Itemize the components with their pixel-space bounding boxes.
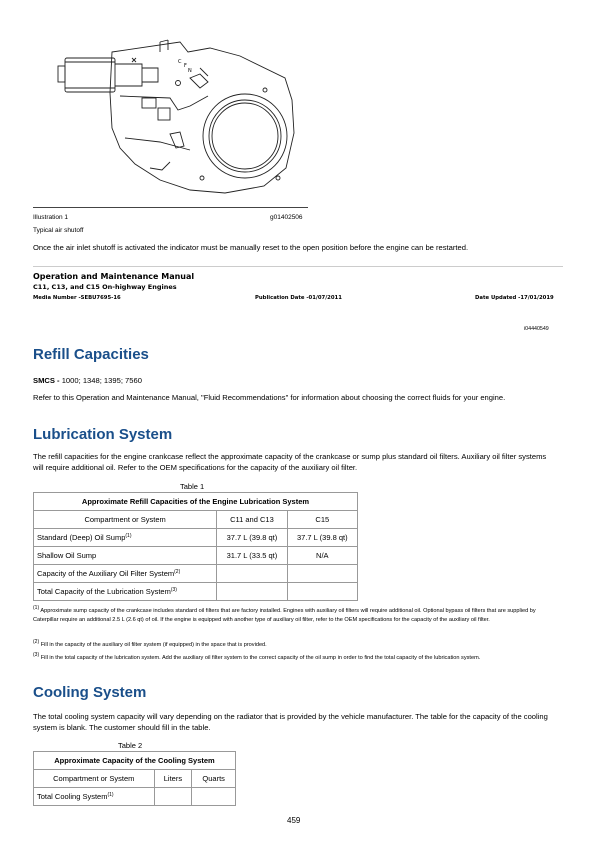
footnote-1 [33,604,553,624]
smcs-label: SMCS - [33,376,62,385]
footnote-text: Approximate sump capacity of the crankcase includes standard oil filters that are factory installed. Engines with auxiliary oil filters will require additional oil. Optional bypass oil filters that are supplied by Caterpillar require an additional 2.5 L (2.6 qt) of oil. If the engine is equipped with another type of auxiliary oil filter, refer to the OEM specifications for the capacity of the auxiliary oil filter. [33,608,536,623]
table1-header-c15: C15 [287,511,357,529]
refill-capacities-heading: Refill Capacities [33,346,149,363]
table2-title: Approximate Capacity of the Cooling System [34,752,236,770]
illustration-rule [33,207,308,208]
table2-header-compartment: Compartment or System [34,770,155,788]
row-c15-value [287,583,357,601]
row-name: Standard (Deep) Oil Sump$^{(1)}$ [34,529,217,547]
document-id: i04440549 [524,326,549,332]
table-row [34,529,358,547]
footnote-mark: (2) [33,639,40,645]
row-c11-value [217,565,287,583]
refill-paragraph: Refer to this Operation and Maintenance Manual, "Fluid Recommendations" for information about choosing the correct fluids for your engine. [33,393,506,402]
smcs-codes: 1000; 1348; 1395; 7560 [61,376,142,385]
row-c11-value: 31.7 L (33.5 qt) [217,547,287,565]
table2-header-liters: Liters [154,770,192,788]
air-shutoff-drawing [50,38,310,198]
intro-paragraph: Once the air inlet shutoff is activated the indicator must be manually reset to the open position before the engine can be restarted. [33,243,469,252]
air-shutoff-illustration [50,38,310,198]
table-row [34,583,358,601]
date-updated: Date Updated -17/01/2019 [475,295,554,301]
smcs-line [33,376,142,387]
row-name: Shallow Oil Sump [34,547,217,565]
table-row [34,565,358,583]
manual-title: Operation and Maintenance Manual [33,272,195,281]
footnote-text: Fill in the total capacity of the lubrication system. Add the auxiliary oil filter system to the correct capacity of the oil sump in order to find the total capacity of the lubrication system. [40,655,481,661]
lubrication-capacity-table [33,492,358,601]
footnote-2 [33,638,553,650]
row-name: Total Capacity of the Lubrication System$^{(3)}$ [34,583,217,601]
illustration-code: g01402506 [270,214,303,221]
cooling-heading: Cooling System [33,684,147,701]
table2-header-quarts: Quarts [192,770,236,788]
table1-header-compartment: Compartment or System [34,511,217,529]
illustration-caption: Typical air shutoff [33,227,84,234]
page-number: 459 [287,816,301,825]
row-c15-value: N/A [287,547,357,565]
row-name: Total Cooling System$^{(1)}$ [34,788,155,806]
table1-title: Approximate Refill Capacities of the Engine Lubrication System [34,493,358,511]
row-c11-value [217,583,287,601]
table1-header-c11-c13: C11 and C13 [217,511,287,529]
table-row [34,788,236,806]
manual-engines: C11, C13, and C15 On-highway Engines [33,283,177,291]
media-number: Media Number -SEBU7695-16 [33,295,121,301]
label-n: N [188,68,192,74]
lubrication-paragraph: The refill capacities for the engine crankcase reflect the approximate capacity of the crankcase or sump plus standard oil filters. Auxiliary oil filter systems will require additional oil. Refer to the OEM specifications for the capacity of the auxiliary oil filter. [33,452,547,472]
footnote-mark: (1) [33,605,40,611]
publication-date: Publication Date -01/07/2011 [255,295,342,301]
cooling-capacity-table [33,751,236,806]
row-liters-value [154,788,192,806]
table2-label: Table 2 [118,741,143,750]
illustration-number: Illustration 1 [33,214,69,221]
footnote-mark: (3) [33,652,40,658]
label-c: C [178,59,182,65]
row-c15-value: 37.7 L (39.8 qt) [287,529,357,547]
footnote-3 [33,651,553,663]
row-c11-value: 37.7 L (39.8 qt) [217,529,287,547]
label-f: F [184,63,187,69]
row-name: Capacity of the Auxiliary Oil Filter System$^{(2)}$ [34,565,217,583]
row-quarts-value [192,788,236,806]
table1-label: Table 1 [180,482,205,491]
cooling-paragraph: The total cooling system capacity will vary depending on the radiator that is provided by the vehicle manufacturer. The table for the capacity of the cooling system is blank. The customer should fill in the table. [33,712,548,732]
lubrication-heading: Lubrication System [33,426,173,443]
header-rule [33,266,563,267]
row-c15-value [287,565,357,583]
footnote-text: Fill in the capacity of the auxiliary oil filter system (if equipped) in the space that is provided. [40,642,267,648]
table-row [34,547,358,565]
